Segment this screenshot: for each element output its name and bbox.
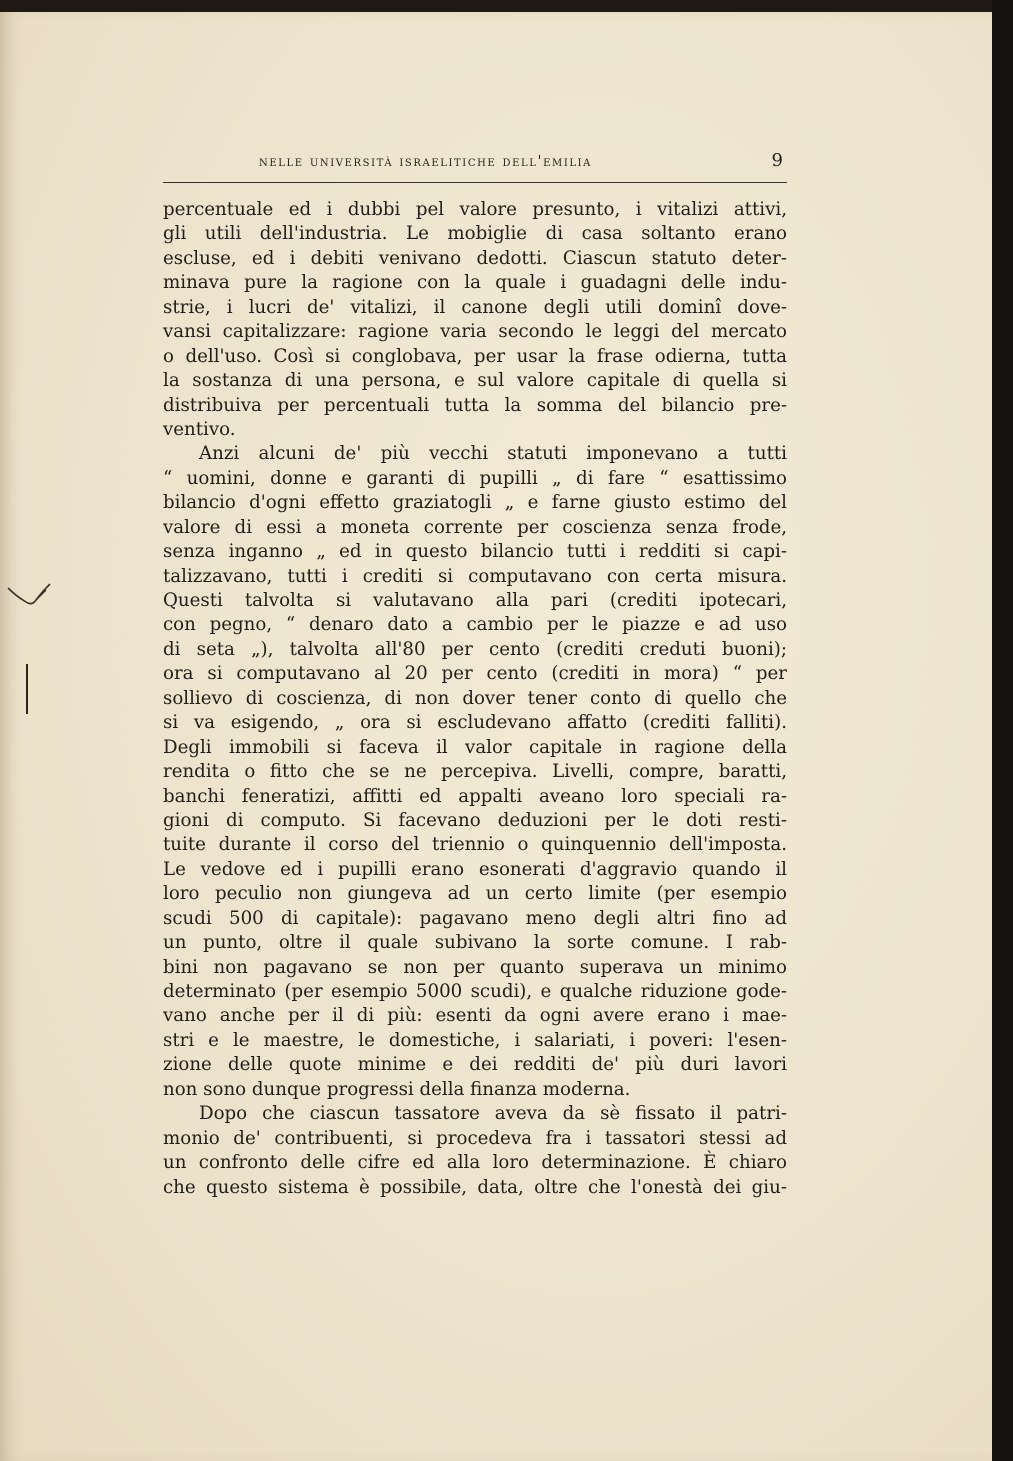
running-title: nelle università israelitiche dell'emilia	[259, 154, 593, 170]
text-line: non sono dunque progressi della finanza moderna.	[163, 1078, 631, 1100]
text-line: talizzavano, tutti i crediti si computavano con certa misura.	[163, 565, 787, 587]
body-text	[163, 198, 787, 1200]
text-line: percentuale ed i dubbi pel valore presunto, i vitalizi attivi,	[163, 199, 787, 220]
text-line: minava pure la ragione con la quale i guadagni delle indu-	[163, 272, 787, 294]
text-line: di seta „), talvolta all'80 per cento (crediti creduti buoni);	[163, 638, 787, 660]
text-line: o dell'uso. Così si conglobava, per usar la frase odierna, tutta	[163, 345, 787, 367]
text-line: Le vedove ed i pupilli erano esonerati d'aggravio quando il	[163, 858, 787, 880]
text-line: Dopo che ciascun tassatore aveva da sè fissato il patri-	[199, 1103, 787, 1125]
text-line: bini non pagavano se non per quanto superava un minimo	[163, 956, 787, 978]
margin-pencil-mark	[6, 582, 52, 610]
text-line: vano anche per il di più: esenti da ogni avere erano i mae-	[163, 1005, 787, 1027]
text-line: strie, i lucri de' vitalizi, il canone degli utili dominî dove-	[163, 296, 787, 318]
text-line: Anzi alcuni de' più vecchi statuti imponevano a tutti	[199, 443, 787, 465]
text-line: che questo sistema è possibile, data, oltre che l'onestà dei giu-	[163, 1176, 787, 1198]
text-line: senza inganno „ ed in questo bilancio tutti i redditi si capi-	[163, 541, 787, 563]
running-head	[163, 148, 787, 183]
text-line: un confronto delle cifre ed alla loro determinazione. È chiaro	[163, 1152, 787, 1174]
text-line: Questi talvolta si valutavano alla pari (crediti ipotecari,	[163, 590, 787, 611]
scan-edge	[992, 0, 1013, 1461]
text-line: stri e le maestre, le domestiche, i salariati, i poveri: l'esen-	[163, 1029, 787, 1051]
text-line: vansi capitalizzare: ragione varia secondo le leggi del mercato	[163, 321, 787, 343]
text-line: con pegno, “ denaro dato a cambio per le piazze e ad uso	[163, 614, 787, 636]
text-line: sollievo di coscienza, di non dover tener conto di quello che	[163, 687, 787, 709]
text-line: rendita o fitto che se ne percepiva. Livelli, compre, baratti,	[163, 761, 787, 783]
text-line: distribuiva per percentuali tutta la somma del bilancio pre-	[163, 394, 787, 416]
text-line: banchi feneratizi, affitti ed appalti aveano loro speciali ra-	[163, 785, 787, 807]
text-line: ora si computavano al 20 per cento (crediti in mora) “ per	[163, 663, 787, 685]
text-line: zione delle quote minime e dei redditi de' più duri lavori	[163, 1054, 787, 1076]
text-line: loro peculio non giungeva ad un certo limite (per esempio	[163, 883, 787, 905]
text-line: valore di essi a moneta corrente per coscienza senza frode,	[163, 516, 787, 538]
text-line: un punto, oltre il quale subivano la sorte comune. I rab-	[163, 932, 787, 954]
text-line: gioni di computo. Si facevano deduzioni per le doti resti-	[163, 809, 787, 831]
text-line: la sostanza di una persona, e sul valore capitale di quella si	[163, 370, 787, 392]
margin-pencil-line	[24, 664, 30, 714]
text-line: Degli immobili si faceva il valor capitale in ragione della	[163, 736, 787, 758]
text-line: “ uomini, donne e garanti di pupilli „ di fare “ esattissimo	[163, 467, 787, 489]
text-line: tuite durante il corso del triennio o quinquennio dell'imposta.	[163, 834, 787, 856]
text-line: si va esigendo, „ ora si escludevano affatto (crediti falliti).	[163, 712, 787, 734]
text-line: monio de' contribuenti, si procedeva fra i tassatori stessi ad	[163, 1127, 787, 1149]
text-line: scudi 500 di capitale): pagavano meno degli altri fino ad	[163, 907, 787, 929]
text-line: bilancio d'ogni effetto graziatogli „ e farne giusto estimo del	[163, 492, 787, 514]
text-line: gli utili dell'industria. Le mobiglie di casa soltanto erano	[163, 223, 787, 245]
text-line: escluse, ed i debiti venivano dedotti. Ciascun statuto deter-	[163, 247, 787, 269]
text-line: ventivo.	[163, 418, 236, 440]
page-number: 9	[771, 150, 783, 171]
text-line: determinato (per esempio 5000 scudi), e qualche riduzione gode-	[163, 981, 787, 1002]
